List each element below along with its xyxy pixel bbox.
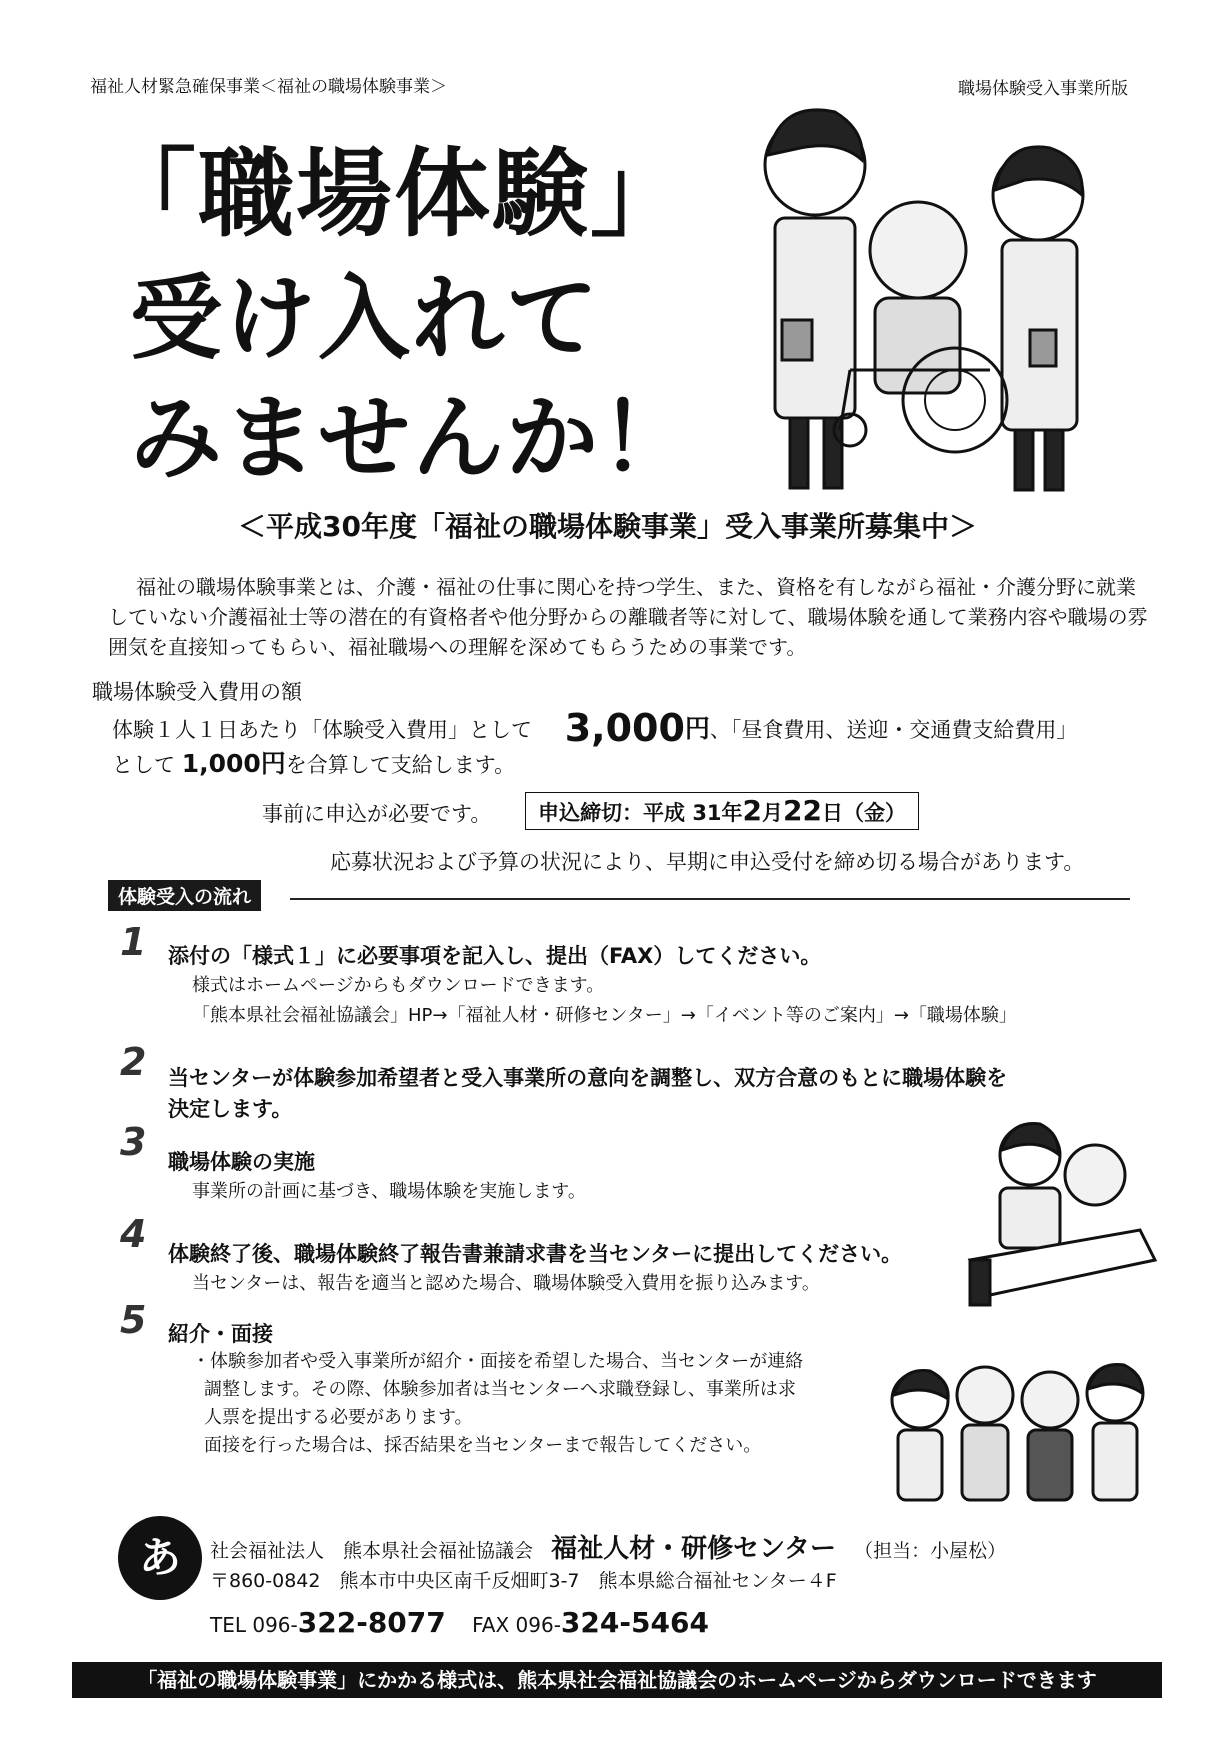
deadline-tsuki: 月: [762, 801, 784, 825]
tel-prefix: 096-: [252, 1613, 298, 1637]
hero-line-3: みませんか！: [130, 385, 695, 492]
fax-number: 324-5464: [560, 1606, 709, 1639]
fee-title: 職場体験受入費用の額: [92, 680, 302, 704]
group-people-illustration: [880, 1355, 1150, 1505]
footer-organization: [210, 1528, 1006, 1565]
fee-line-2: [112, 744, 515, 780]
deadline-month: 2: [742, 794, 763, 827]
footer-address: 〒860-0842 熊本市中央区南千反畑町3-7 熊本県総合福祉センター４F: [210, 1570, 837, 1592]
step-5-number: 5: [120, 1298, 147, 1342]
org-contact: （担当：小屋松）: [854, 1540, 1007, 1562]
fee-line-2-pre: として: [112, 753, 175, 777]
fee-yen-2: 円: [260, 749, 286, 778]
hero-line-1: 「職場体験」: [100, 138, 688, 250]
org-name: 社会福祉法人 熊本県社会福祉協議会: [210, 1540, 534, 1562]
deadline-year: 31: [692, 801, 722, 825]
step-4-heading: 体験終了後、職場体験終了報告書兼請求書を当センターに提出してください。: [168, 1242, 903, 1266]
fee-amount-1: 3,000: [564, 706, 685, 750]
step-4-detail-1: 当センターは、報告を適当と認めた場合、職場体験受入費用を振り込みます。: [192, 1273, 820, 1294]
recruitment-subheading: ＜平成30年度「福祉の職場体験事業」受入事業所募集中＞: [238, 510, 977, 543]
tel-label: TEL: [210, 1613, 246, 1637]
flow-label: 体験受入の流れ: [108, 880, 261, 911]
fax-label: FAX: [472, 1613, 510, 1637]
program-description: 福祉の職場体験事業とは、介護・福祉の仕事に関心を持つ学生、また、資格を有しながら福祉・介護分野に就業していない介護福祉士等の潜在的有資格者や他分野からの離職者等に対して、職場体験を通して業務内容や職場の雰囲気を直接知ってもらい、福祉職場への理解を深めてもらうための事業です。: [108, 575, 1148, 659]
step-1-number: 1: [120, 920, 147, 964]
deadline-hi: 日: [822, 801, 843, 825]
step-2-detail-1: 決定します。: [168, 1097, 293, 1121]
step-1-heading: 添付の「様式１」に必要事項を記入し、提出（FAX）してください。: [168, 944, 822, 968]
deadline-day: 22: [783, 794, 822, 827]
organization-logo: あ: [118, 1516, 202, 1600]
footer-phone: [210, 1606, 709, 1639]
step-1-detail-2: 「熊本県社会福祉協議会」HP→「福祉人材・研修センター」→「イベント等のご案内」→「職場体験」: [192, 1005, 1017, 1026]
step-5-detail-1: ・体験参加者や受入事業所が紹介・面接を希望した場合、当センターが連絡: [192, 1351, 804, 1372]
fee-amount-2: 1,000: [181, 749, 261, 778]
step-2-heading: 当センターが体験参加希望者と受入事業所の意向を調整し、双方合意のもとに職場体験を: [168, 1066, 1008, 1090]
fee-line-1-pre: 体験１人１日あたり「体験受入費用」として: [112, 718, 532, 742]
hero-line-2: 受け入れて: [130, 265, 601, 372]
header-program: 福祉人材緊急確保事業＜福祉の職場体験事業＞: [90, 77, 447, 97]
caregivers-wheelchair-illustration: [740, 100, 1130, 500]
step-3-number: 3: [120, 1120, 147, 1164]
fee-yen-1: 円: [684, 714, 710, 743]
step-5-detail-3: 人票を提出する必要があります。: [204, 1407, 473, 1428]
tel-number: 322-8077: [297, 1606, 446, 1639]
bedside-care-illustration: [960, 1110, 1160, 1310]
step-5-heading: 紹介・面接: [168, 1322, 273, 1346]
fee-line-2-post: を合算して支給します。: [285, 753, 516, 777]
step-1-detail-1: 様式はホームページからもダウンロードできます。: [192, 975, 605, 996]
step-5-detail-4: 面接を行った場合は、採否結果を当センターまで報告してください。: [204, 1435, 762, 1456]
fee-line-1-post: 、「昼食費用、送迎・交通費支給費用」: [709, 718, 1078, 742]
deadline-box: [525, 792, 919, 830]
download-banner: 「福祉の職場体験事業」にかかる様式は、熊本県社会福祉協議会のホームページからダウンロードできます: [72, 1662, 1162, 1698]
step-4-number: 4: [120, 1212, 147, 1256]
deadline-note: 応募状況および予算の状況により、早期に申込受付を締め切る場合があります。: [330, 850, 1085, 874]
fax-prefix: 096-: [515, 1613, 561, 1637]
header-edition: 職場体験受入事業所版: [958, 79, 1128, 99]
deadline-nen: 年: [721, 801, 743, 825]
flow-divider: [290, 898, 1130, 900]
step-2-number: 2: [120, 1040, 147, 1084]
step-5-detail-2: 調整します。その際、体験参加者は当センターへ求職登録し、事業所は求: [204, 1379, 796, 1400]
apply-required: 事前に申込が必要です。: [262, 802, 492, 826]
step-3-detail-1: 事業所の計画に基づき、職場体験を実施します。: [192, 1181, 586, 1202]
org-center: 福祉人材・研修センター: [551, 1534, 837, 1564]
deadline-pre: 申込締切：平成: [538, 801, 685, 825]
deadline-dow: （金）: [843, 801, 906, 825]
step-3-heading: 職場体験の実施: [168, 1150, 315, 1174]
